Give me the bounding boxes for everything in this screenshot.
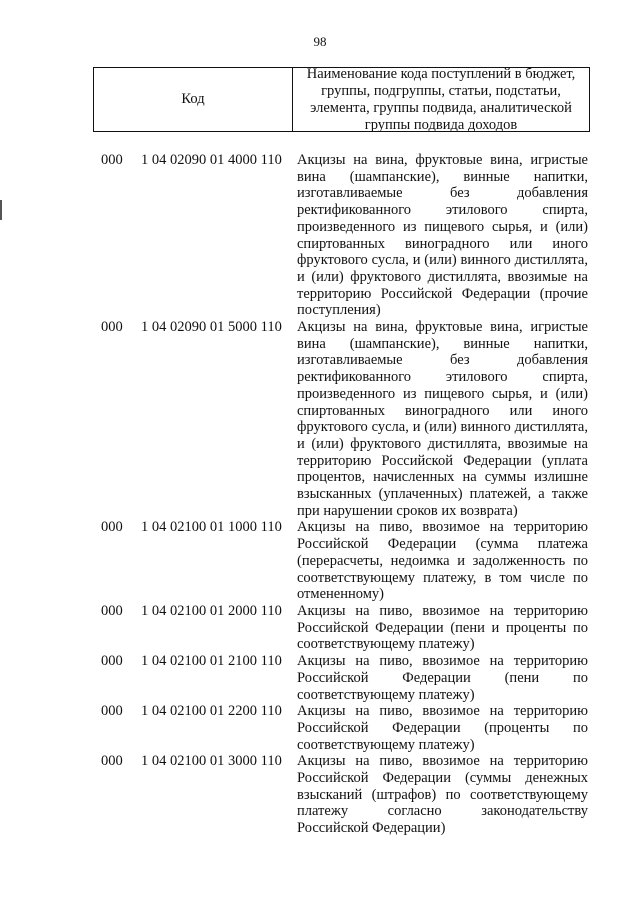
table-row (0, 519, 640, 603)
row-admin-code: 000 (101, 703, 123, 720)
row-income-code: 1 04 02100 01 3000 110 (141, 753, 282, 770)
table-row (0, 319, 640, 519)
row-admin-code: 000 (101, 753, 123, 770)
row-income-code: 1 04 02090 01 5000 110 (141, 319, 282, 336)
row-income-code: 1 04 02100 01 2000 110 (141, 602, 282, 619)
row-income-code: 1 04 02100 01 1000 110 (141, 519, 282, 536)
page-number: 98 (313, 34, 327, 49)
table-header (93, 67, 590, 132)
row-income-name: Акцизы на пиво, ввозимое на территорию Российской Федерации (суммы денежных взысканий (штрафов) по соответствующему платежу согласно законодательству Российской Федерации) (297, 753, 588, 837)
table-row (0, 152, 640, 319)
row-admin-code: 000 (101, 319, 123, 336)
row-income-name: Акцизы на вина, фруктовые вина, игристые вина (шампанские), винные напитки, изготавливаемые без добавления ректификованного этилового спирта, произведенного из пищевого сырья, и (или) спиртованных виноградного или иного фруктового сусла, и (или) винного дистиллята, и (или) фруктового дистиллята, ввозимые на территорию Российской Федерации (уплата процентов, начисленных на суммы излишне взысканных (уплаченных) платежей, а также при нарушении сроков их возврата) (297, 319, 588, 519)
header-code-label: Код (94, 68, 293, 131)
row-income-name: Акцизы на пиво, ввозимое на территорию Российской Федерации (пени и проценты по соответствующему платежу) (297, 602, 588, 653)
row-admin-code: 000 (101, 602, 123, 619)
row-admin-code: 000 (101, 152, 123, 168)
row-income-code: 1 04 02090 01 4000 110 (141, 152, 282, 168)
table-row (0, 703, 640, 753)
row-income-name: Акцизы на пиво, ввозимое на территорию Российской Федерации (пени по соответствующему платежу) (297, 653, 588, 703)
row-income-name: Акцизы на пиво, ввозимое на территорию Российской Федерации (проценты по соответствующему платежу) (297, 703, 588, 753)
header-name-label: Наименование кода поступлений в бюджет, группы, подгруппы, статьи, подстатьи, элемента, группы подвида, аналитической группы подвида доходов (306, 65, 576, 133)
table-row (0, 653, 640, 703)
row-income-name: Акцизы на вина, фруктовые вина, игристые вина (шампанские), винные напитки, изготавливаемые без добавления ректификованного этилового спирта, произведенного из пищевого сырья, и (или) спиртованных виноградного или иного фруктового сусла, и (или) винного дистиллята, и (или) фруктового дистиллята, ввозимые на территорию Российской Федерации (прочие поступления) (297, 152, 588, 319)
row-income-name: Акцизы на пиво, ввозимое на территорию Российской Федерации (сумма платежа (перерасчеты, недоимка и задолженность по соответствующему платежу, в том числе по отмененному) (297, 519, 588, 603)
row-admin-code: 000 (101, 653, 123, 670)
row-income-code: 1 04 02100 01 2200 110 (141, 703, 282, 720)
row-income-code: 1 04 02100 01 2100 110 (141, 653, 282, 670)
row-admin-code: 000 (101, 519, 123, 536)
table-row (0, 753, 640, 837)
income-code-list (0, 152, 640, 837)
table-row (0, 603, 640, 653)
